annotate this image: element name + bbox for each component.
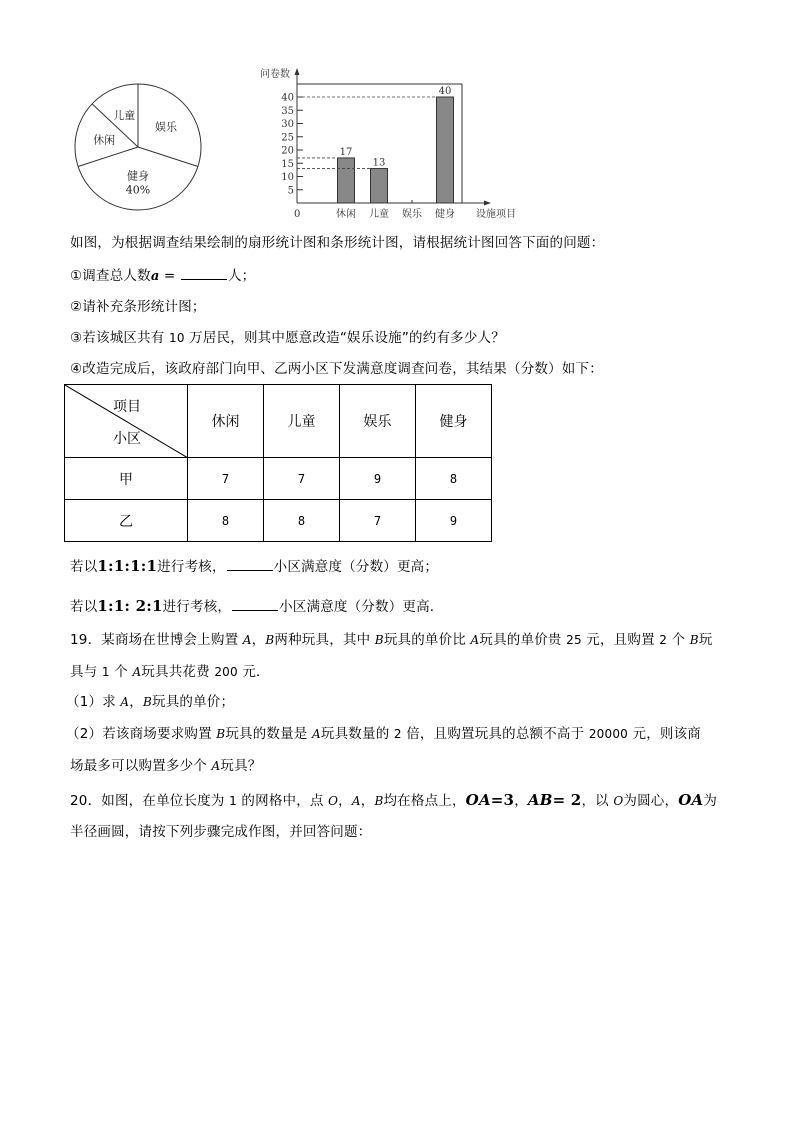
- var-B: B: [216, 727, 226, 741]
- text-run: 玩具的单价贵: [479, 632, 567, 648]
- problem-19-line-1: [70, 630, 713, 650]
- text-run: 场最多可以购置多少个: [70, 758, 212, 774]
- y-tick-label: 35: [281, 105, 294, 117]
- ratio2-end: 小区满意度（分数）更高．: [279, 599, 444, 615]
- number: 1: [101, 665, 110, 679]
- table-col-header: 健身: [416, 385, 492, 458]
- q1-answer-blank[interactable]: [181, 265, 227, 280]
- y-tick-label: 20: [281, 145, 294, 157]
- question-4: ④改造完成后，该政府部门向甲、乙两小区下发满意度调查问卷，其结果（分数）如下：: [70, 361, 603, 377]
- table-col-header: 娱乐: [340, 385, 416, 458]
- table-cell: 7: [264, 458, 340, 500]
- text-run: 20．如图，在单位长度为: [70, 793, 230, 809]
- y-tick-label: 40: [281, 92, 294, 104]
- text-run: 为圆心，: [623, 793, 679, 809]
- table-col-header: 儿童: [264, 385, 340, 458]
- table-cell: 7: [188, 458, 264, 500]
- text-run: 两种玩具，其中: [274, 632, 375, 648]
- y-tick-label: 30: [281, 119, 294, 130]
- q3-suffix: 万居民，则其中愿意改造“娱乐设施”的约有多少人？: [184, 330, 505, 346]
- pie-slice-label: 休闲: [93, 133, 116, 147]
- problem-19-part-1: [66, 692, 234, 712]
- y-tick-label: 5: [287, 185, 294, 197]
- text-run: 玩具？: [220, 758, 262, 774]
- problem-20-line-1: [70, 790, 717, 811]
- q3-prefix: ③若该城区共有: [70, 330, 169, 346]
- text-run: 元，则该商: [628, 726, 702, 742]
- table-row: [65, 500, 492, 542]
- text-run: 为: [703, 793, 718, 809]
- origin-label: 0: [294, 209, 301, 220]
- var-B: B: [374, 794, 384, 808]
- y-tick-label: 25: [281, 132, 294, 144]
- intro-text: 如图，为根据调查结果绘制的扇形统计图和条形统计图，请根据统计图回答下面的问题：: [70, 235, 605, 251]
- ratio2-answer-blank[interactable]: [232, 596, 278, 611]
- text-run: 具与: [70, 664, 102, 680]
- math-AB: AB: [527, 791, 553, 809]
- ratio1-value: 1:1:1:1: [97, 557, 158, 575]
- y-axis-arrow-icon: [295, 68, 300, 75]
- var-B: B: [374, 633, 384, 647]
- number: 2: [393, 727, 402, 741]
- y-axis-label: 问卷数: [260, 69, 290, 80]
- text-run: 个: [667, 632, 690, 648]
- bar-value-label: 40: [438, 86, 452, 97]
- var-A: A: [211, 759, 221, 773]
- x-tick-label: 休闲: [336, 209, 356, 220]
- text-run: 玩具数量的: [320, 726, 394, 742]
- ratio2-prefix: 若以: [70, 599, 98, 615]
- x-tick-label: 健身: [435, 209, 455, 220]
- var-A: A: [120, 695, 130, 709]
- math-eq: =3: [490, 791, 515, 809]
- q1-eq: =: [159, 268, 180, 284]
- table-corner-cell: [65, 385, 188, 458]
- text-run: 玩具共花费: [141, 664, 215, 680]
- text-run: 玩具的单价比: [383, 632, 471, 648]
- x-axis-label: 设施项目: [476, 209, 516, 220]
- var-A: A: [470, 633, 480, 647]
- problem-19-part-2-line-2: [70, 756, 261, 776]
- problem-19-line-2: [70, 662, 270, 682]
- pie-slice-percent: 40%: [125, 183, 151, 197]
- q1-prefix: ①调查总人数: [70, 268, 151, 284]
- q3-num: 10: [169, 331, 185, 345]
- number: 200: [214, 665, 238, 679]
- question-2: ②请补充条形统计图；: [70, 299, 206, 315]
- question-1: [70, 265, 255, 287]
- text-run: ，: [514, 793, 528, 809]
- var-A: A: [132, 665, 142, 679]
- number: 25: [566, 633, 582, 647]
- table-cell: 8: [188, 500, 264, 542]
- x-axis-arrow-icon: [484, 201, 491, 206]
- var-O: O: [328, 794, 339, 808]
- ratio1-answer-blank[interactable]: [227, 556, 273, 571]
- y-tick-label: 10: [281, 172, 294, 183]
- corner-label-top: 项目: [113, 399, 141, 415]
- problem-19-part-2: [66, 724, 701, 744]
- text-run: 19．某商场在世博会上购置: [70, 632, 243, 648]
- math-OA: OA: [678, 791, 704, 809]
- bar-休闲: [338, 158, 355, 203]
- pie-slice-label: 儿童: [113, 109, 136, 123]
- bar-儿童: [371, 169, 388, 203]
- text-run: 均在格点上，: [383, 793, 466, 809]
- var-B: B: [142, 695, 152, 709]
- text-run: 元．: [237, 664, 270, 680]
- text-run: ，: [338, 793, 352, 809]
- x-tick-label: 儿童: [369, 209, 389, 220]
- table-cell: 7: [340, 500, 416, 542]
- ratio2-suffix: 进行考核，: [162, 599, 232, 615]
- table-row-label: 甲: [65, 458, 188, 500]
- var-A: A: [351, 794, 361, 808]
- number: 2: [659, 633, 668, 647]
- q1-var: a: [150, 269, 160, 284]
- table-row: [65, 458, 492, 500]
- table-cell: 9: [416, 500, 492, 542]
- ratio-question-2: [70, 596, 444, 617]
- var-A: A: [242, 633, 252, 647]
- bar-健身: [437, 97, 454, 203]
- ratio1-end: 小区满意度（分数）更高；: [273, 559, 439, 575]
- table-header-row: [65, 385, 492, 458]
- table-cell: 9: [340, 458, 416, 500]
- ratio1-suffix: 进行考核，: [157, 559, 226, 575]
- pie-slice-label: 娱乐: [155, 120, 178, 134]
- text-run: 个: [109, 664, 133, 680]
- table-col-header: 休闲: [188, 385, 264, 458]
- pie-chart: [60, 70, 220, 220]
- text-run: ，以: [581, 793, 614, 809]
- var-B: B: [689, 633, 699, 647]
- var-O: O: [613, 794, 624, 808]
- text-run: 玩: [698, 632, 713, 648]
- score-table: [64, 384, 492, 542]
- ratio-question-1: [70, 556, 438, 577]
- text-run: ，: [129, 694, 143, 710]
- x-tick-label: 娱乐: [402, 209, 422, 220]
- pie-slice-label: 健身: [127, 169, 149, 183]
- problem-20-line-2: 半径画圆，请按下列步骤完成作图，并回答问题：: [70, 824, 372, 840]
- text-run: 玩具的数量是: [225, 726, 313, 742]
- var-B: B: [265, 633, 275, 647]
- table-cell: 8: [264, 500, 340, 542]
- number: 1: [229, 794, 237, 808]
- var-A: A: [312, 727, 321, 741]
- q1-suffix: 人；: [227, 268, 256, 284]
- y-tick-label: 15: [281, 158, 294, 170]
- text-run: 的网格中，点: [236, 793, 329, 809]
- table-cell: 8: [416, 458, 492, 500]
- number: 20000: [588, 727, 629, 741]
- bar-value-label: 17: [339, 146, 353, 158]
- text-run: （2）若该商场要求购置: [66, 726, 217, 742]
- ratio2-value: 1:1: 2:1: [97, 597, 163, 615]
- text-run: 元，且购置: [581, 632, 660, 648]
- corner-label-bottom: 小区: [113, 431, 141, 447]
- question-3: [70, 328, 505, 348]
- bar-value-label: 13: [372, 157, 386, 169]
- text-run: 倍，且购置玩具的总额不高于: [401, 726, 589, 742]
- text-run: 玩具的单价；: [152, 694, 235, 710]
- bar-chart: [250, 60, 550, 230]
- ratio1-prefix: 若以: [70, 559, 98, 575]
- text-run: ，: [360, 793, 375, 809]
- table-row-label: 乙: [65, 500, 188, 542]
- math-eq: = 2: [552, 791, 582, 809]
- text-run: ，: [251, 632, 266, 648]
- text-run: （1）求: [66, 694, 121, 710]
- math-OA: OA: [465, 791, 491, 809]
